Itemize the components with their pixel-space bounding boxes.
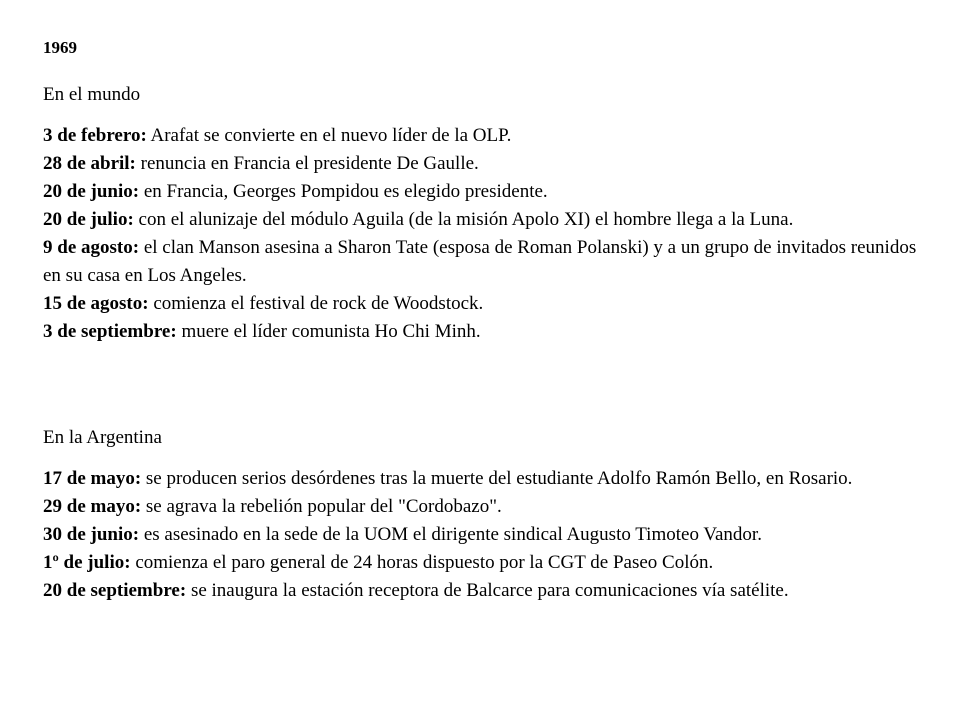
list-item (43, 178, 923, 206)
event-text: se producen serios desórdenes tras la muerte del estudiante Adolfo Ramón Bello, en Rosario. (141, 468, 853, 489)
event-date: 3 de septiembre: (43, 321, 177, 342)
event-text: renuncia en Francia el presidente De Gaulle. (135, 153, 479, 174)
event-date: 1º de julio: (43, 552, 131, 573)
list-item (43, 549, 923, 577)
event-date: 20 de junio: (43, 181, 140, 202)
list-item (43, 318, 923, 346)
event-text: se inaugura la estación receptora de Balcarce para comunicaciones vía satélite. (186, 580, 789, 601)
event-text: comienza el paro general de 24 horas dispuesto por la CGT de Paseo Colón. (130, 552, 714, 573)
event-text: se agrava la rebelión popular del "Cordobazo". (141, 496, 502, 517)
event-text: el clan Manson asesina a Sharon Tate (esposa de Roman Polanski) y a un grupo de invitados reunidos en su casa en Los Angeles. (43, 237, 917, 286)
list-item (43, 290, 923, 318)
event-date: 20 de julio: (43, 209, 134, 230)
event-text: en Francia, Georges Pompidou es elegido presidente. (139, 181, 548, 202)
event-list-argentina (43, 465, 923, 605)
event-date: 3 de febrero: (43, 125, 147, 146)
event-text: muere el líder comunista Ho Chi Minh. (176, 321, 481, 342)
list-item (43, 234, 923, 290)
event-date: 29 de mayo: (43, 496, 142, 517)
list-item (43, 150, 923, 178)
event-text: Arafat se convierte en el nuevo líder de la OLP. (146, 125, 512, 146)
event-text: es asesinado en la sede de la UOM el dirigente sindical Augusto Timoteo Vandor. (139, 524, 762, 545)
event-text: comienza el festival de rock de Woodstock. (148, 293, 484, 314)
event-date: 17 de mayo: (43, 468, 142, 489)
list-item (43, 206, 923, 234)
event-date: 20 de septiembre: (43, 580, 187, 601)
event-list-world (43, 122, 923, 346)
event-date: 15 de agosto: (43, 293, 149, 314)
year-heading: 1969 (43, 38, 77, 57)
list-item (43, 521, 923, 549)
event-date: 30 de junio: (43, 524, 140, 545)
list-item (43, 493, 923, 521)
section-title-argentina: En la Argentina (43, 427, 162, 448)
event-date: 9 de agosto: (43, 237, 140, 258)
section-title-world: En el mundo (43, 84, 141, 105)
list-item (43, 465, 923, 493)
list-item (43, 577, 923, 605)
event-date: 28 de abril: (43, 153, 136, 174)
event-text: con el alunizaje del módulo Aguila (de la misión Apolo XI) el hombre llega a la Luna. (133, 209, 794, 230)
list-item (43, 122, 923, 150)
